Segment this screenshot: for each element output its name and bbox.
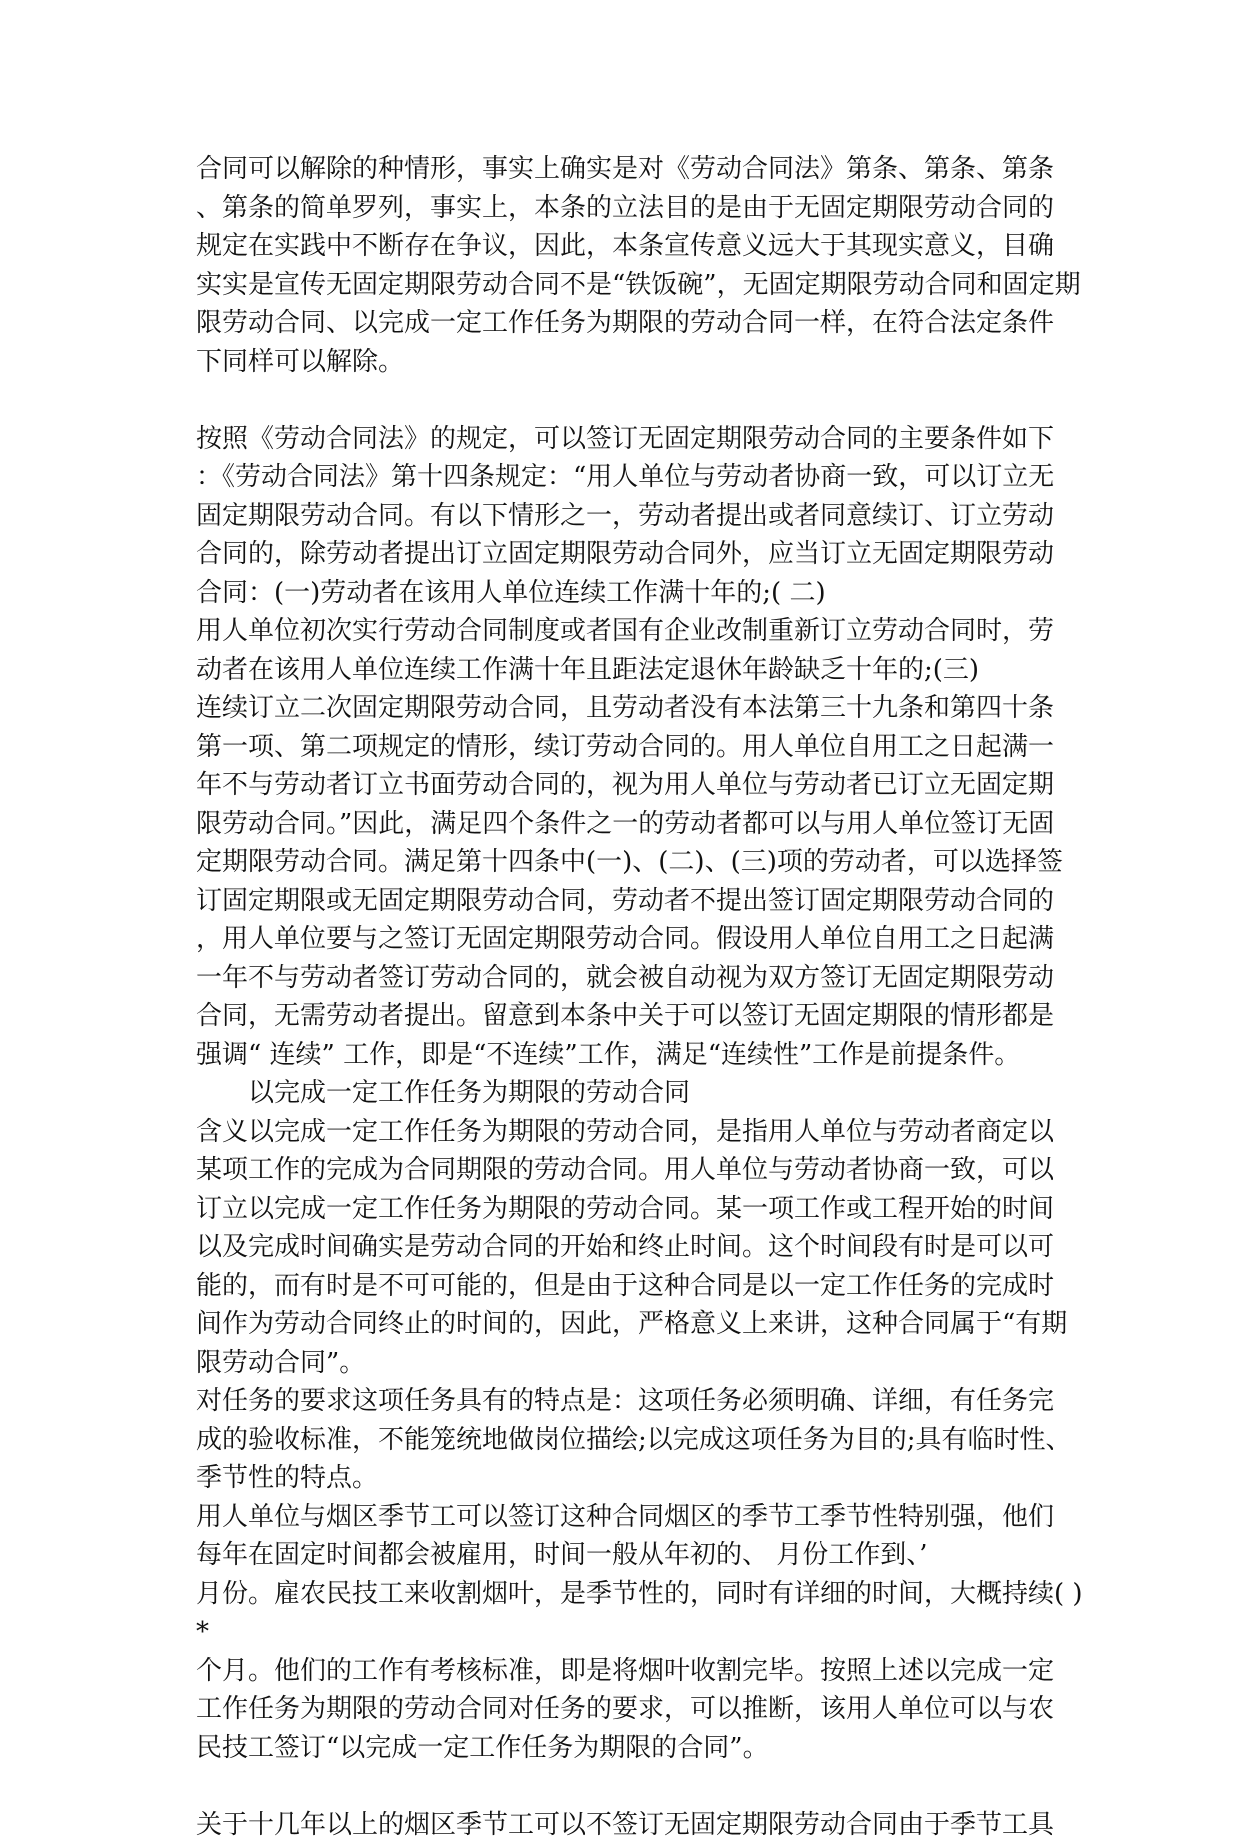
paragraph-3	[196, 1113, 1056, 1768]
text-line: *	[196, 1613, 1056, 1652]
paragraph-gap	[196, 1767, 1056, 1806]
text-line: 规定在实践中不断存在争议，因此，本条宣传意义远大于其现实意义，目确	[196, 227, 1056, 266]
paragraph-1	[196, 150, 1056, 381]
text-line: 限劳动合同。”因此，满足四个条件之一的劳动者都可以与用人单位签订无固	[196, 805, 1056, 844]
text-line: 年不与劳动者订立书面劳动合同的，视为用人单位与劳动者已订立无固定期	[196, 766, 1056, 805]
text-line: 实实是宣传无固定期限劳动合同不是“铁饭碗”，无固定期限劳动合同和固定期	[196, 266, 1056, 305]
text-line: 按照《劳动合同法》的规定，可以签订无固定期限劳动合同的主要条件如下	[196, 420, 1056, 459]
text-line: 合同可以解除的种情形，事实上确实是对《劳动合同法》第条、第条、第条	[196, 150, 1056, 189]
text-line: 下同样可以解除。	[196, 343, 1056, 382]
text-line: 间作为劳动合同终止的时间的，因此，严格意义上来讲，这种合同属于“有期	[196, 1305, 1056, 1344]
paragraph-gap	[196, 381, 1056, 420]
text-line: 某项工作的完成为合同期限的劳动合同。用人单位与劳动者协商一致，可以	[196, 1151, 1056, 1190]
text-line: 订立以完成一定工作任务为期限的劳动合同。某一项工作或工程开始的时间	[196, 1190, 1056, 1229]
text-line: 动者在该用人单位连续工作满十年且距法定退休年龄缺乏十年的;(三)	[196, 651, 1056, 690]
text-line: 对任务的要求这项任务具有的特点是：这项任务必须明确、详细，有任务完	[196, 1382, 1056, 1421]
text-line: ，用人单位要与之签订无固定期限劳动合同。假设用人单位自用工之日起满	[196, 920, 1056, 959]
text-line: 工作任务为期限的劳动合同对任务的要求，可以推断，该用人单位可以与农	[196, 1690, 1056, 1729]
text-line: 含义以完成一定工作任务为期限的劳动合同，是指用人单位与劳动者商定以	[196, 1113, 1056, 1152]
text-line: 第一项、第二项规定的情形，续订劳动合同的。用人单位自用工之日起满一	[196, 728, 1056, 767]
text-line: 用人单位与烟区季节工可以签订这种合同烟区的季节工季节性特别强，他们	[196, 1498, 1056, 1537]
text-line: ：《劳动合同法》第十四条规定：“用人单位与劳动者协商一致，可以订立无	[196, 458, 1056, 497]
text-line: 用人单位初次实行劳动合同制度或者国有企业改制重新订立劳动合同时，劳	[196, 612, 1056, 651]
text-line: 民技工签订“以完成一定工作任务为期限的合同”。	[196, 1729, 1056, 1768]
text-line: 关于十几年以上的烟区季节工可以不签订无固定期限劳动合同由于季节工具	[196, 1806, 1056, 1844]
paragraph-2	[196, 420, 1056, 1075]
text-line: 个月。他们的工作有考核标准，即是将烟叶收割完毕。按照上述以完成一定	[196, 1652, 1056, 1691]
text-line: 限劳动合同”。	[196, 1344, 1056, 1383]
text-line: 强调“ 连续” 工作，即是“不连续”工作，满足“连续性”工作是前提条件。	[196, 1036, 1056, 1075]
text-line: 成的验收标准，不能笼统地做岗位描绘;以完成这项任务为目的;具有临时性、	[196, 1421, 1056, 1460]
text-line: 季节性的特点。	[196, 1459, 1056, 1498]
text-line: 合同的，除劳动者提出订立固定期限劳动合同外，应当订立无固定期限劳动	[196, 535, 1056, 574]
section-heading: 以完成一定工作任务为期限的劳动合同	[196, 1074, 1056, 1113]
text-line: 定期限劳动合同。满足第十四条中(一)、(二)、(三)项的劳动者，可以选择签	[196, 843, 1056, 882]
text-line: 连续订立二次固定期限劳动合同，且劳动者没有本法第三十九条和第四十条	[196, 689, 1056, 728]
text-line: 、第条的简单罗列，事实上，本条的立法目的是由于无固定期限劳动合同的	[196, 189, 1056, 228]
text-line: 每年在固定时间都会被雇用，时间一般从年初的、 月份工作到、’	[196, 1536, 1056, 1575]
text-line: 月份。雇农民技工来收割烟叶，是季节性的，同时有详细的时间，大概持续( )	[196, 1575, 1056, 1614]
text-line: 限劳动合同、以完成一定工作任务为期限的劳动合同一样，在符合法定条件	[196, 304, 1056, 343]
text-line: 合同：(一)劳动者在该用人单位连续工作满十年的;( 二)	[196, 574, 1056, 613]
document-body	[196, 150, 1056, 1844]
text-line: 合同，无需劳动者提出。留意到本条中关于可以签订无固定期限的情形都是	[196, 997, 1056, 1036]
paragraph-4	[196, 1806, 1056, 1844]
text-line: 以及完成时间确实是劳动合同的开始和终止时间。这个时间段有时是可以可	[196, 1228, 1056, 1267]
text-line: 一年不与劳动者签订劳动合同的，就会被自动视为双方签订无固定期限劳动	[196, 959, 1056, 998]
text-line: 固定期限劳动合同。有以下情形之一，劳动者提出或者同意续订、订立劳动	[196, 497, 1056, 536]
text-line: 能的，而有时是不可可能的，但是由于这种合同是以一定工作任务的完成时	[196, 1267, 1056, 1306]
text-line: 订固定期限或无固定期限劳动合同，劳动者不提出签订固定期限劳动合同的	[196, 882, 1056, 921]
